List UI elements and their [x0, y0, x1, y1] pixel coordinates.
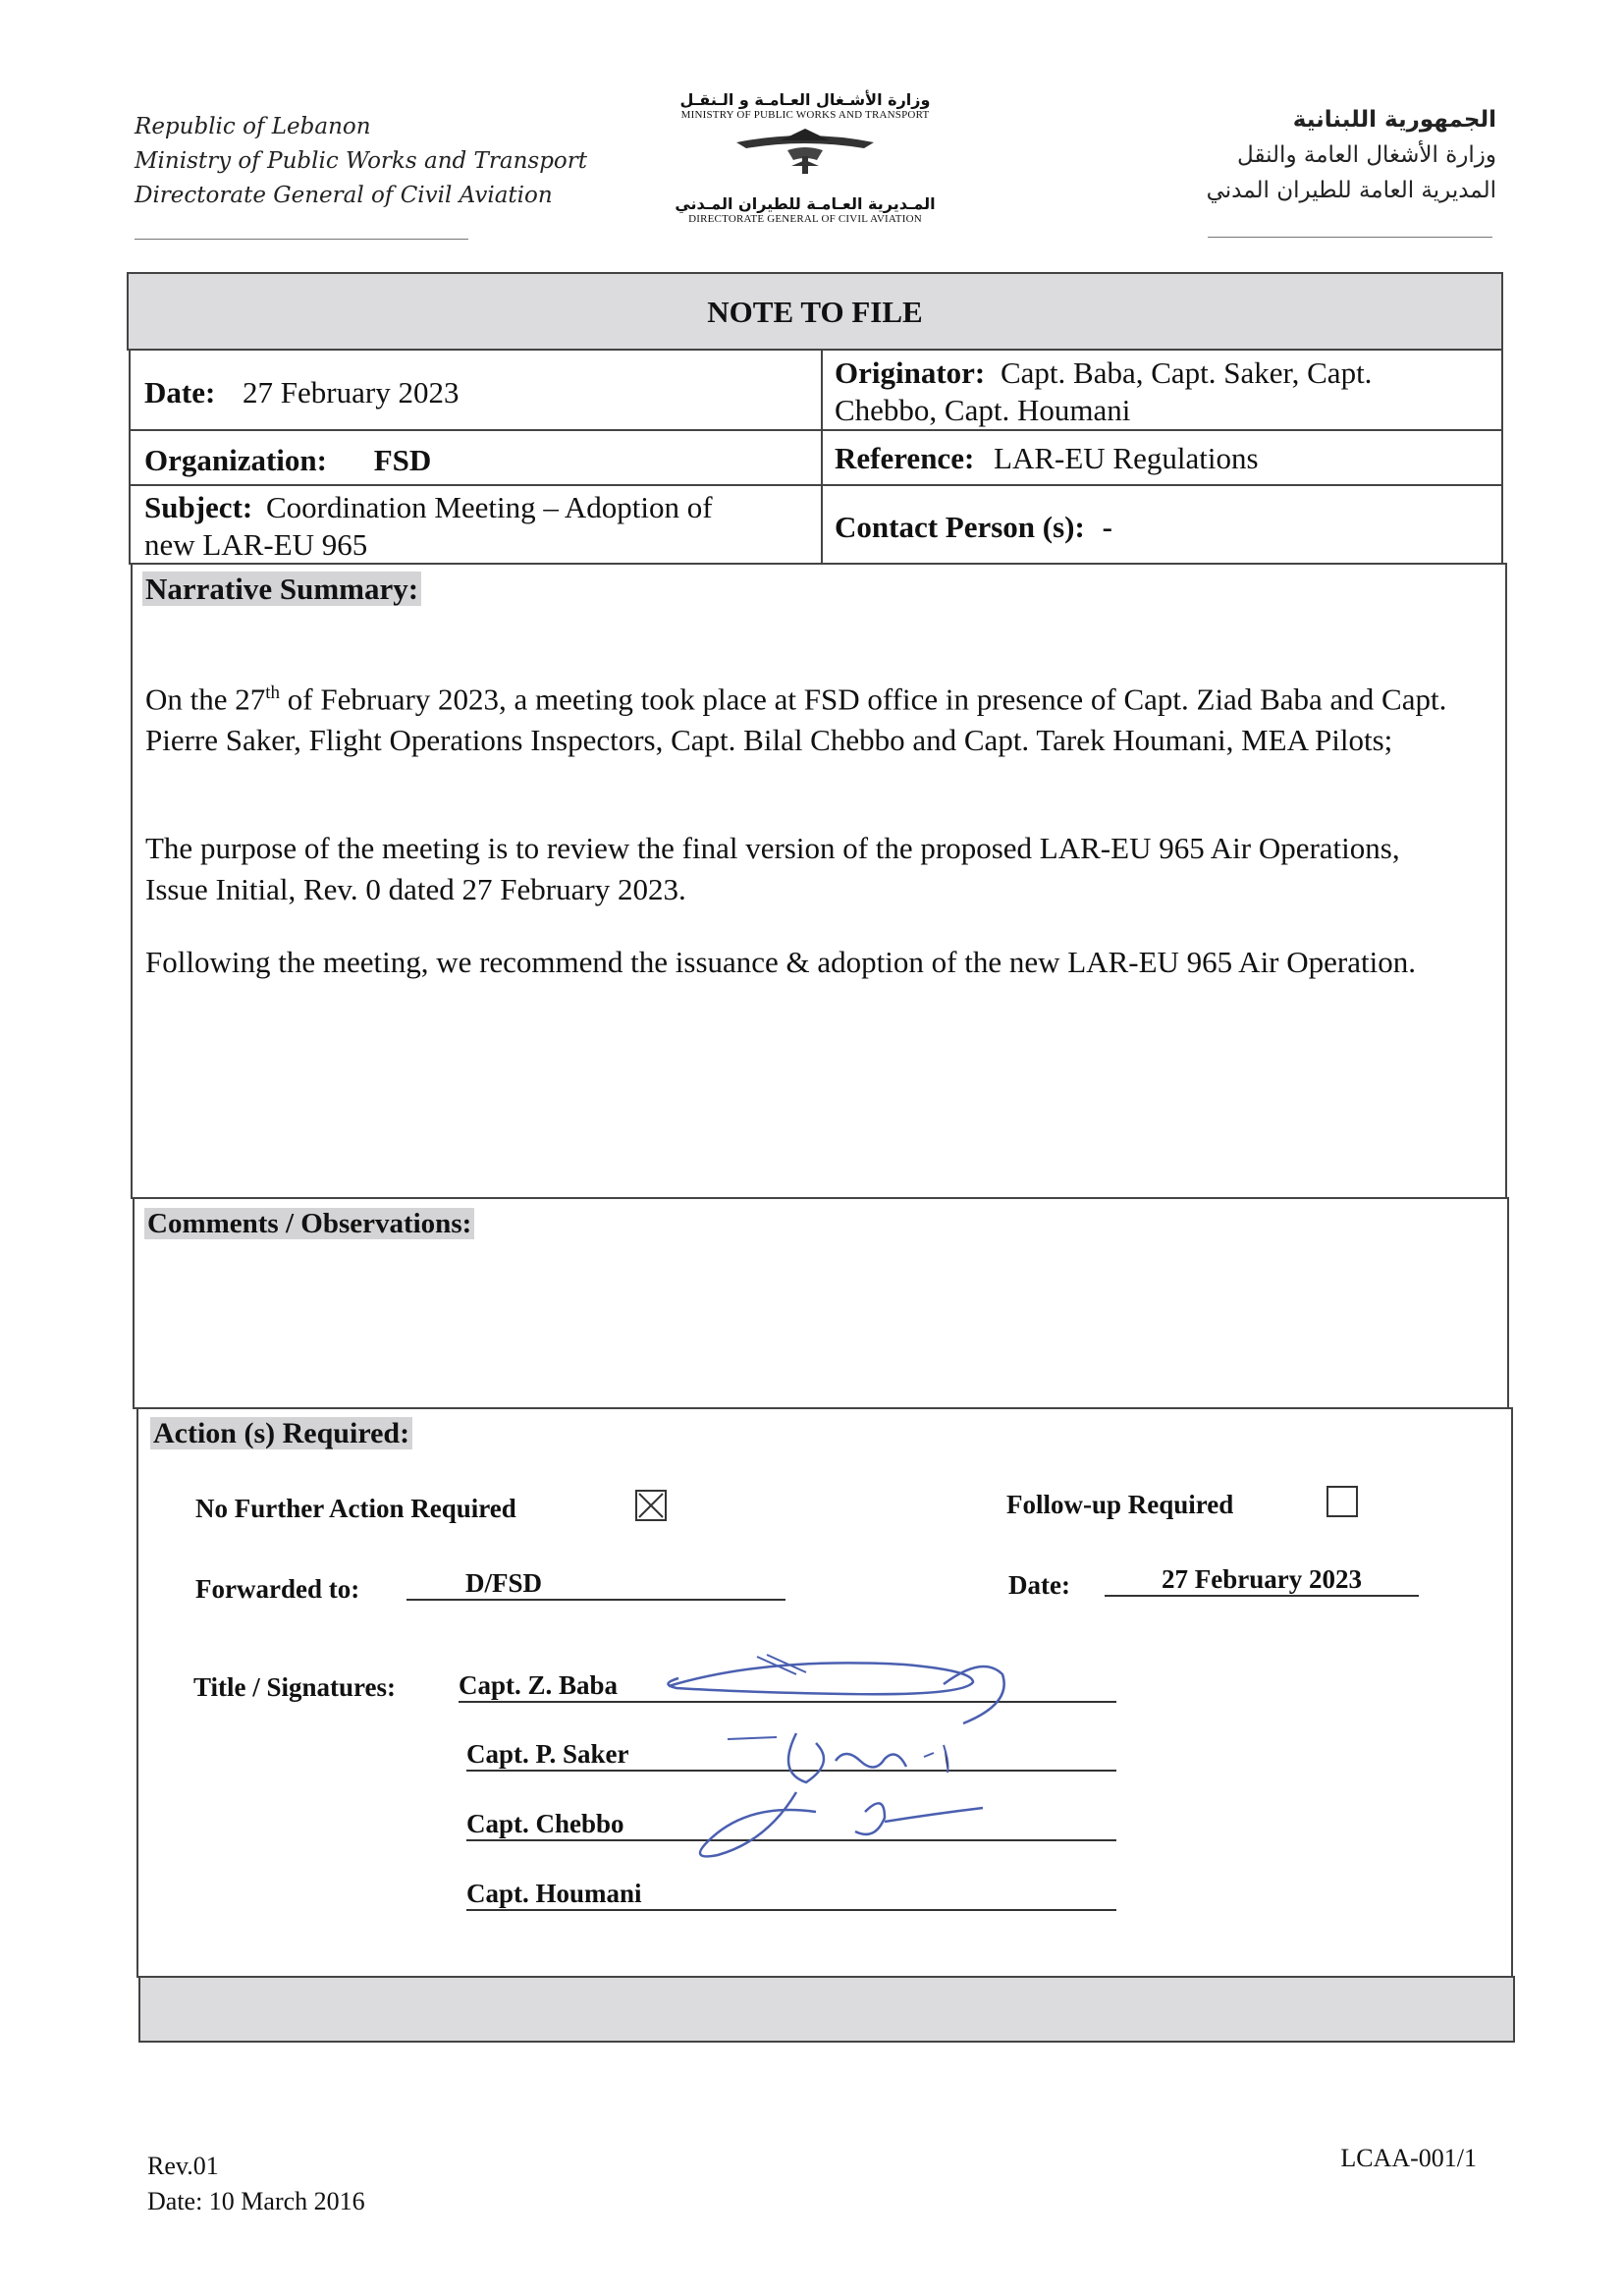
header-left-line-3: Directorate General of Civil Aviation [135, 183, 553, 208]
ministry-emblem [658, 90, 952, 225]
bottom-band [138, 1976, 1515, 2043]
title-band [127, 272, 1503, 351]
forwarded-label: Forwarded to: [195, 1574, 360, 1604]
date-cell [129, 349, 823, 431]
emblem-ar-bottom: المـديرية العـامـة للطيران المـدني [675, 194, 936, 213]
contact-value: - [1102, 510, 1112, 544]
form-title: NOTE TO FILE [707, 295, 923, 329]
header-left-rule [135, 239, 468, 240]
narrative-p1-rest: of February 2023, a meeting took place at FSD office in presence of Capt. Ziad Baba and Capt. Pierre Saker, Flight Operations Inspectors, Capt. Bilal Chebbo and Capt. Tarek Houmani, MEA Pilots; [145, 682, 1447, 758]
header-left [135, 110, 587, 213]
organization-label: Organization: [144, 443, 327, 477]
signatory-3: Capt. Chebbo [466, 1809, 1116, 1841]
originator-cell [821, 349, 1503, 431]
header-right-line-2: وزارة الأشغال العامة والنقل [1237, 142, 1496, 168]
subject-value-2: new LAR-EU 965 [144, 527, 368, 562]
header-left-line-2: Ministry of Public Works and Transport [135, 148, 588, 174]
emblem-en-bottom: DIRECTORATE GENERAL OF CIVIL AVIATION [688, 213, 922, 225]
subject-label: Subject: [144, 490, 253, 524]
action-section [136, 1407, 1513, 1978]
footer-date: Date: 10 March 2016 [147, 2187, 365, 2215]
follow-up-checkbox[interactable] [1326, 1486, 1358, 1517]
follow-up-label: Follow-up Required [1006, 1490, 1234, 1519]
no-further-action-checkbox[interactable] [635, 1490, 667, 1521]
contact-label: Contact Person (s): [835, 510, 1085, 544]
signatory-1: Capt. Z. Baba [459, 1670, 1116, 1703]
action-date-label: Date: [1008, 1570, 1070, 1600]
signatures-label: Title / Signatures: [193, 1672, 397, 1702]
header-right-line-3: المديرية العامة للطيران المدني [1206, 178, 1496, 203]
subject-value-1: Coordination Meeting – Adoption of [265, 490, 713, 524]
narrative-paragraph-3: Following the meeting, we recommend the issuance & adoption of the new LAR-EU 965 Air Operation. [145, 945, 1416, 979]
no-further-action-label: No Further Action Required [195, 1494, 516, 1523]
narrative-label: Narrative Summary: [142, 572, 421, 606]
footer-rev: Rev.01 [147, 2152, 219, 2180]
footer-code: LCAA-001/1 [1340, 2144, 1477, 2172]
emblem-ar-top: وزارة الأشـغال العـامـة و الـنقـل [679, 90, 931, 109]
header-right-line-1: الجمهورية اللبنانية [1292, 107, 1496, 133]
comments-label: Comments / Observations: [144, 1208, 474, 1239]
signatory-2: Capt. P. Saker [466, 1739, 1116, 1772]
reference-label: Reference: [835, 441, 975, 475]
organization-value: FSD [373, 443, 432, 477]
check-x-icon [637, 1492, 665, 1519]
contact-cell [821, 484, 1503, 565]
narrative-p1-start: On the 27 [145, 682, 266, 717]
footer-left [147, 2149, 365, 2219]
date-value: 27 February 2023 [243, 375, 460, 410]
narrative-section [131, 563, 1507, 1199]
narrative-p1-sup: th [265, 683, 281, 703]
narrative-paragraph-2: The purpose of the meeting is to review the final version of the proposed LAR-EU 965 Air Operations, Issue Initial, Rev. 0 dated 27 February 2023. [145, 831, 1400, 906]
handwritten-signatures [649, 1645, 1160, 1871]
reference-cell [821, 429, 1503, 486]
subject-cell [129, 484, 823, 565]
organization-cell [129, 429, 823, 486]
originator-label: Originator: [835, 355, 986, 390]
narrative-paragraph-1 [145, 673, 1490, 761]
signatory-4: Capt. Houmani [466, 1879, 1116, 1911]
header-left-line-1: Republic of Lebanon [135, 114, 371, 139]
reference-value: LAR-EU Regulations [994, 441, 1259, 475]
originator-value-1: Capt. Baba, Capt. Saker, Capt. [1001, 355, 1373, 390]
originator-value-2: Chebbo, Capt. Houmani [835, 393, 1131, 427]
header-right [1207, 102, 1496, 208]
comments-section [133, 1197, 1509, 1409]
forwarded-value: D/FSD [406, 1568, 785, 1601]
emblem-en-top: MINISTRY OF PUBLIC WORKS AND TRANSPORT [680, 109, 930, 121]
cedar-emblem-icon [727, 121, 884, 190]
date-label: Date: [144, 375, 216, 410]
action-date-value: 27 February 2023 [1105, 1564, 1419, 1597]
header-right-rule [1208, 237, 1492, 238]
action-label: Action (s) Required: [150, 1417, 412, 1449]
